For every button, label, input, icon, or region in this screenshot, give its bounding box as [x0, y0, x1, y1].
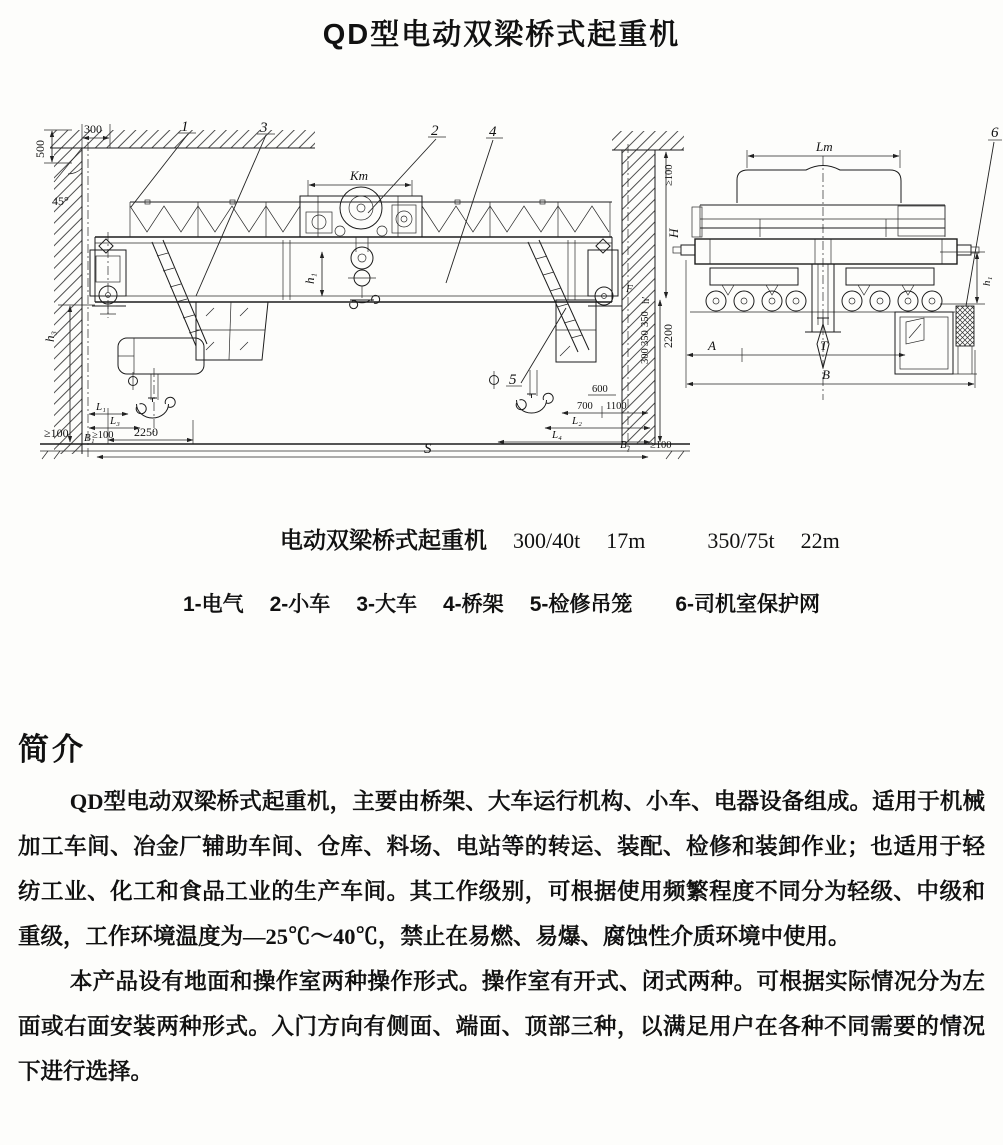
dim-L2-label: L₂ [572, 415, 582, 427]
dim-700-label: 700 [577, 401, 593, 412]
part-2-label: 2 [431, 123, 439, 139]
section-body [18, 779, 985, 1094]
part-4-label: 4 [489, 124, 497, 140]
dim-2200-label: 2200 [661, 324, 675, 348]
technical-drawing [0, 100, 1003, 475]
part-3-label: 3 [260, 120, 268, 136]
side-bogies [690, 268, 955, 312]
trolley [300, 187, 422, 237]
dim-s-label: S [424, 441, 432, 457]
dim-350a-label: 350 [640, 311, 651, 327]
dim-B1-left-label: B₁ [84, 432, 95, 444]
angle-45-label: 45° [52, 194, 69, 208]
dim-1100-label: 1100 [606, 401, 627, 412]
dim-kt-label: Kт [350, 168, 369, 183]
dim-lt-label: Lт [816, 139, 833, 154]
dim-L1-label: L₁ [96, 401, 106, 413]
caption-product-name: 电动双梁桥式起重机 [280, 527, 487, 553]
dim-lt [747, 139, 900, 168]
part-6-label: 6 [991, 125, 999, 141]
caption-span-1: 17m [606, 528, 646, 553]
legend-item-4: 4-桥架 [443, 593, 504, 616]
dim-B-label: B [822, 367, 830, 382]
dim-hprime-label: h′ [641, 296, 652, 304]
dim-H-label: H [666, 228, 681, 238]
dim-600-label: 600 [592, 384, 608, 395]
maintenance-cage [528, 240, 596, 362]
walkway-railing [130, 200, 612, 237]
dim-A-label: A [708, 338, 716, 353]
driver-cab [895, 312, 953, 374]
dim-ge100-inner-label: ≥100 [92, 430, 114, 441]
hook-tackle-main [348, 237, 380, 309]
legend-item-3: 3-大车 [356, 593, 417, 616]
part-5-leader [490, 308, 567, 413]
dim-2250-label: 2250 [134, 425, 158, 439]
figure-caption [280, 522, 840, 555]
side-upper-structure [692, 205, 945, 237]
dim-T-label: T [820, 338, 828, 353]
dim-300r-label: 300 [640, 348, 651, 364]
dim-L4-label: L₄ [552, 429, 562, 441]
dim-h1-label: h₁ [302, 272, 317, 284]
main-view [33, 119, 690, 460]
dim-ge100-right-label: ≥100 [650, 440, 672, 451]
page-title: QD型电动双梁桥式起重机 [322, 19, 681, 51]
side-girder-band [673, 239, 979, 264]
dim-L3-label: L₃ [110, 415, 120, 427]
caption-span-2: 22m [800, 528, 840, 553]
part-5-label: 5 [509, 372, 517, 388]
dim-B1-right-label: B₁ [620, 439, 631, 451]
figure-legend [0, 588, 1003, 618]
trolley-silhouette [737, 166, 901, 204]
dim-h3-label: h₃ [42, 330, 57, 342]
legend-item-6: 6-司机室保护网 [675, 593, 821, 616]
dim-300-label: 300 [84, 122, 102, 136]
dim-F-label: F [626, 283, 633, 295]
legend-item-5: 5-检修吊笼 [529, 593, 633, 616]
dim-h1-side [940, 252, 993, 304]
dim-350b-label: 350 [640, 330, 651, 346]
dim-500-label: 500 [33, 140, 47, 158]
dim-ge100-top-label: ≥100 [664, 164, 675, 186]
dim-h1-side-label: h₁ [981, 276, 993, 286]
cab-protection-net [953, 306, 977, 374]
bridge-girder [95, 237, 612, 302]
caption-capacity-1: 300/40t [513, 528, 581, 553]
section-heading: 简介 [18, 732, 86, 767]
part-1-label: 1 [181, 119, 189, 135]
operator-cab [118, 240, 268, 374]
end-truck-right [588, 239, 622, 306]
caption-capacity-2: 350/75t [707, 528, 775, 553]
intro-paragraph-2: 本产品设有地面和操作室两种操作形式。操作室有开式、闭式两种。可根据实际情况分为左面或右面安装两种形式。入门方向有侧面、端面、顶部三种，以满足用户在各种不同需要的情况下进行选择。 [18, 969, 985, 1084]
legend-item-2: 2-小车 [269, 593, 331, 616]
side-view [673, 125, 1002, 400]
legend-item-1: 1-电气 [182, 593, 244, 616]
intro-paragraph-1: QD型电动双梁桥式起重机，主要由桥架、大车运行机构、小车、电器设备组成。适用于机械加工车间、冶金厂辅助车间、仓库、料场、电站等的转运、装配、检修和装卸作业；也适用于轻纺工业、化工和食品工业的生产车间。其工作级别，可根据使用频繁程度不同分为轻级、中级和重级，工作环境温度为—25℃～40℃，禁止在易燃、易爆、腐蚀性介质环境中使用。 [18, 789, 985, 949]
hook-left [129, 368, 176, 432]
dim-h1-main [302, 252, 322, 296]
dim-ge100-left-label: ≥100 [44, 426, 69, 440]
